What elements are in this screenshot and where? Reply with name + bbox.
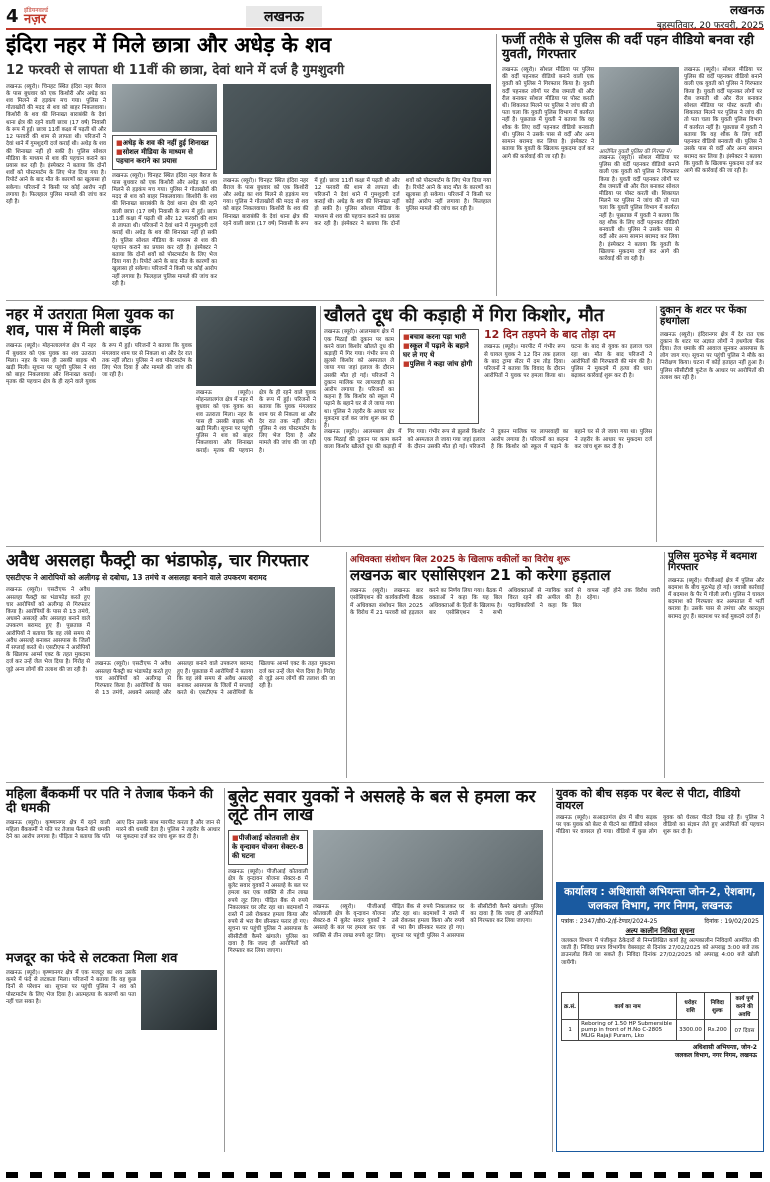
col-header: धरोहर राशि: [677, 993, 705, 1020]
table-cell: Rs.200: [704, 1020, 730, 1041]
table-row: [562, 1020, 759, 1041]
police-encounter-article: [668, 552, 764, 778]
notice-body: जलकल विभाग में पंजीकृत ठेकेदारों से निम्नलिखित कार्य हेतु अल्पकालीन निविदायें आमंत्रित की जाती हैं। निविदा प्रपत्र विभागीय वेबसाइट से दिनांक 27/02/2025 को अपराह्न 3:00 बजे तक डाउनलोड किये जा सकते हैं। निविदा दिनांक 27/02/2025 को अपराह्न 4:00 बजे खोली जायेंगी।: [561, 938, 759, 966]
milk-pan-headline: खौलते दूध की कड़ाही में गिरा किशोर, मौत: [324, 305, 605, 326]
table-cell: 1: [562, 1020, 579, 1041]
table-cell: 3300.00: [677, 1020, 705, 1041]
laborer-article: [6, 952, 220, 1152]
arms-factory-body-1: लखनऊ (ब्यूरो)। एसटीएफ ने अवैध असलहा फैक्ट्री का भंडाफोड़ करते हुए चार आरोपियों को अलीगढ़ से गिरफ्तार किया है। आरोपियों के पास से 13 तमंचे, अधबने असलहे और असलहा बनाने वाले उपकरण बरामद हुए हैं। पूछताछ में आरोपियों ने बताया कि वह लंबे समय से अवैध असलहे बनाकर आसपास के जिलों में सप्लाई करते थे। एसटीएफ ने आरोपियों के खिलाफ आर्म्स एक्ट के तहत मुकदमा दर्ज कर उन्हें जेल भेज दिया है। गिरोह से जुड़े अन्य लोगों की तलाश की जा रही है।: [6, 587, 90, 673]
lead-headline: इंदिरा नहर में मिले छात्रा और अधेड़ के शव: [6, 33, 332, 57]
fake-uniform-photo: [599, 67, 679, 145]
table-cell: 07 दिवस: [730, 1020, 758, 1041]
laborer-body: लखनऊ (ब्यूरो)। कृष्णानगर क्षेत्र में एक मजदूर का शव उसके कमरे में फंदे से लटकता मिला। परिजनों ने बताया कि वह कुछ दिनों से परेशान था। सूचना पर पहुंची पुलिस ने शव को पोस्टमार्टम के लिए भेज दिया है। आत्महत्या के कारणों का पता नहीं चल सका है।: [6, 970, 136, 1005]
twelve-days-body: लखनऊ (ब्यूरो)। मारपीट में गंभीर रूप से घायल युवक ने 12 दिन तक इलाज के बाद ट्रामा सेंटर में दम तोड़ दिया। परिजनों ने बताया कि विवाद के दौरान आरोपितों ने युवक पर हमला किया था। घटना के बाद से युवक का इलाज चल रहा था। मौत के बाद परिजनों ने आरोपितों की गिरफ्तारी की मांग की है। पुलिस ने मुकदमे में हत्या की धारा बढ़ाकर कार्रवाई शुरू कर दी है।: [484, 344, 652, 380]
fake-uniform-body-2: लखनऊ (ब्यूरो)। सोशल मीडिया पर पुलिस की वर्दी पहनकर वीडियो बनाने वाली एक युवती को पुलिस ने गिरफ्तार किया है। युवती वर्दी पहनकर लोगों पर रौब जमाती थी और रील बनाकर सोशल मीडिया पर पोस्ट करती थी। शिकायत मिलने पर पुलिस ने जांच की तो पता चला कि युवती पुलिस विभाग में कार्यरत नहीं है। पूछताछ में युवती ने बताया कि वह शौक के लिए वर्दी पहनकर वीडियो बनवाती थी। पुलिस ने उसके पास से वर्दी और अन्य सामान बरामद कर लिया है। इंस्पेक्टर ने बताया कि युवती के खिलाफ मुकदमा दर्ज कर आगे की कार्रवाई की जा रही है।: [599, 155, 679, 262]
lawyers-body: लखनऊ (ब्यूरो)। लखनऊ बार एसोसिएशन की कार्यकारिणी बैठक में अधिवक्ता संशोधन बिल 2025 के विरोध में 21 फरवरी को हड़ताल करने का निर्णय लिया गया। बैठक में वक्ताओं ने कहा कि यह बिल अधिवक्ताओं के हितों के खिलाफ है। बार एसोसिएशन ने सभी अधिवक्ताओं से न्यायिक कार्य से विरत रहने की अपील की है। पदाधिकारियों ने कहा कि बिल वापस नहीं होने तक विरोध जारी रहेगा।: [350, 588, 660, 616]
belt-beating-article: [556, 788, 764, 878]
tender-notice: [556, 882, 764, 1152]
logo: [24, 6, 78, 26]
bullet-robbery-highlight-1: ■ पीजीआई कोतवाली क्षेत्र के वृन्दावन योजना सेक्टर-8 की घटना: [232, 834, 304, 861]
milk-pan-article: [324, 306, 652, 542]
notice-title: कार्यालय : अधिशासी अभियन्ता जोन-2, ऐशबाग, जलकल विभाग, नगर निगम, लखनऊ: [557, 883, 763, 915]
section-title: लखनऊ: [246, 6, 322, 27]
canal-youth-body-2: लखनऊ (ब्यूरो)। मोहनलालगंज क्षेत्र में नहर में बुधवार को एक युवक का शव उतराता मिला। नहर के पास ही उसकी बाइक भी खड़ी मिली। सूचना पर पहुंची पुलिस ने शव को बाहर निकलवाया और शिनाख्त कराई। मृतक की पहचान क्षेत्र के ही रहने वाले युवक के रूप में हुई। परिजनों ने बताया कि युवक मंगलवार शाम घर से निकला था और देर रात तक नहीं लौटा। पुलिस ने शव पोस्टमार्टम के लिए भेज दिया है और मामले की जांच की जा रही है।: [196, 390, 316, 454]
laborer-photo: [141, 970, 217, 1030]
lead-highlight-2: ■ सोशल मीडिया के माध्यम से पहचान कराने का प्रयास: [116, 148, 213, 166]
masthead: [6, 4, 764, 30]
lead-body-col3: लखनऊ (ब्यूरो)। चिनहट स्थित इंदिरा नहर बैराज के पास बुधवार को एक किशोरी और अधेड़ का शव मिलने से हड़कंप मच गया। पुलिस ने गोताखोरों की मदद से शव को बाहर निकलवाया। किशोरी के शव की शिनाख्त बाराबंकी के देवां थाना क्षेत्र की रहने वाली छात्रा (17 वर्ष) निवासी के रूप में हुई। छात्रा 11वीं कक्षा में पढ़ती थी और 12 फरवरी की शाम से लापता थी। परिजनों ने देवां थाने में गुमशुदगी दर्ज कराई थी। अधेड़ के शव की शिनाख्त नहीं हो सकी है। पुलिस सोशल मीडिया के माध्यम से शव की पहचान कराने का प्रयास कर रही है। इंस्पेक्टर ने बताया कि दोनों शवों को पोस्टमार्टम के लिए भेज दिया गया है। रिपोर्ट आने के बाद मौत के कारणों का खुलासा हो सकेगा। परिजनों ने किसी पर कोई आरोप नहीं लगाया है। फिलहाल पुलिस मामले की जांच कर रही है।: [223, 177, 491, 227]
lead-photo-boat: [223, 84, 491, 174]
arms-factory-photo: [95, 587, 335, 657]
canal-youth-article: [6, 306, 192, 542]
arms-factory-article: [6, 552, 342, 778]
bullet-robbery-photo: [313, 830, 543, 900]
shop-shutter-headline: दुकान के शटर पर फेंका हथगोला: [660, 305, 747, 327]
notice-meta: [557, 915, 763, 927]
belt-beating-headline: युवक को बीच सड़क पर बेल्ट से पीटा, वीडियो वायरल: [556, 787, 741, 812]
lead-subhead: 12 फरवरी से लापता थी 11वीं की छात्रा, देवां थाने में दर्ज है गुमशुदगी: [6, 62, 345, 78]
shop-shutter-body: लखनऊ (ब्यूरो)। इंदिरानगर क्षेत्र में देर रात एक दुकान के शटर पर अज्ञात लोगों ने हथगोला फेंक दिया। तेज धमाके की आवाज सुनकर आसपास के लोग जाग गए। सूचना पर पहुंची पुलिस ने मौके का निरीक्षण किया। घटना में कोई हताहत नहीं हुआ है। पुलिस सीसीटीवी फुटेज के आधार पर आरोपितों की तलाश कर रही है।: [660, 331, 764, 381]
lawyers-kicker: अधिवक्ता संशोधन बिल 2025 के खिलाफ वकीलों का विरोध शुरू: [350, 555, 570, 565]
fake-uniform-headline: फर्जी तरीके से पुलिस की वर्दी पहन वीडियो बनवा रही युवती, गिरफ्तार: [502, 33, 754, 63]
fake-uniform-article: [502, 34, 764, 296]
bullet-robbery-body-2: लखनऊ (ब्यूरो)। पीजीआई कोतवाली क्षेत्र के वृन्दावन योजना सेक्टर-8 में बुलेट सवार युवकों ने असलहे के बल पर हमला कर एक व्यक्ति से तीन लाख रुपये लूट लिए। पीड़ित बैंक से रुपये निकालकर घर लौट रहा था। बदमाशों ने रास्ते में उसे रोककर हमला किया और रुपये से भरा बैग छीनकर फरार हो गए। सूचना पर पहुंची पुलिस ने आसपास के सीसीटीवी कैमरे खंगाले। पुलिस का दावा है कि जल्द ही आरोपितों को गिरफ्तार कर लिया जाएगा।: [313, 903, 543, 939]
fake-uniform-caption: आरोपित युवती पुलिस की गिरफ्त में।: [599, 149, 672, 156]
shop-shutter-article: [660, 306, 764, 542]
lawyers-article: [350, 552, 660, 778]
bullet-robbery-body-1: लखनऊ (ब्यूरो)। पीजीआई कोतवाली क्षेत्र के वृन्दावन योजना सेक्टर-8 में बुलेट सवार युवकों ने असलहे के बल पर हमला कर एक व्यक्ति से तीन लाख रुपये लूट लिए। पीड़ित बैंक से रुपये निकालकर घर लौट रहा था। बदमाशों ने रास्ते में उसे रोककर हमला किया और रुपये से भरा बैग छीनकर फरार हो गए। सूचना पर पहुंची पुलिस ने आसपास के सीसीटीवी कैमरे खंगाले। पुलिस का दावा है कि जल्द ही आरोपितों को गिरफ्तार कर लिया जाएगा।: [228, 868, 308, 954]
page-number: 4: [6, 5, 19, 27]
fake-uniform-body-1: लखनऊ (ब्यूरो)। सोशल मीडिया पर पुलिस की वर्दी पहनकर वीडियो बनाने वाली एक युवती को पुलिस ने गिरफ्तार किया है। युवती वर्दी पहनकर लोगों पर रौब जमाती थी और रील बनाकर सोशल मीडिया पर पोस्ट करती थी। शिकायत मिलने पर पुलिस ने जांच की तो पता चला कि युवती पुलिस विभाग में कार्यरत नहीं है। पूछताछ में युवती ने बताया कि वह शौक के लिए वर्दी पहनकर वीडियो बनवाती थी। पुलिस ने उसके पास से वर्दी और अन्य सामान बरामद कर लिया है। इंस्पेक्टर ने बताया कि युवती के खिलाफ मुकदमा दर्ज कर आगे की कार्रवाई की जा रही है।: [502, 67, 594, 160]
milk-pan-highlight-1: ■ बचाव करना पड़ा भारी: [403, 333, 475, 342]
notice-ref: पत्रांक : 2347/डी0-2/ई-टेण्डर/2024-25: [561, 918, 658, 925]
notice-signature: [557, 1041, 763, 1063]
lead-highlight-1: ■ अधेड़ के शव की नहीं हुई शिनाख्त: [116, 139, 213, 148]
bullet-robbery-highlights: [228, 830, 308, 865]
milk-pan-highlights: [399, 329, 479, 424]
tender-table-header: [562, 993, 759, 1020]
bullet-robbery-headline: बुलेट सवार युवकों ने असलहे के बल से हमला कर लूटे तीन लाख: [228, 787, 536, 826]
canal-youth-body: लखनऊ (ब्यूरो)। मोहनलालगंज क्षेत्र में नहर में बुधवार को एक युवक का शव उतराता मिला। नहर के पास ही उसकी बाइक भी खड़ी मिली। सूचना पर पहुंची पुलिस ने शव को बाहर निकलवाया और शिनाख्त कराई। मृतक की पहचान क्षेत्र के ही रहने वाले युवक के रूप में हुई। परिजनों ने बताया कि युवक मंगलवार शाम घर से निकला था और देर रात तक नहीं लौटा। पुलिस ने शव पोस्टमार्टम के लिए भेज दिया है और मामले की जांच की जा रही है।: [6, 343, 192, 386]
table-cell: Reboring of 1.50 HP Submersible pump in front of H.No C-2805 MLIG Rajaji Puram, Lko: [579, 1020, 677, 1041]
col-header: कार्य का नाम: [579, 993, 677, 1020]
col-header: निविदा शुल्क: [704, 993, 730, 1020]
logo-name: नज़र: [24, 12, 47, 27]
canal-youth-headline: नहर में उतराता मिला युवक का शव, पास में मिली बाइक: [6, 305, 174, 340]
lead-body-col2: लखनऊ (ब्यूरो)। चिनहट स्थित इंदिरा नहर बैराज के पास बुधवार को एक किशोरी और अधेड़ का शव मिलने से हड़कंप मच गया। पुलिस ने गोताखोरों की मदद से शव को बाहर निकलवाया। किशोरी के शव की शिनाख्त बाराबंकी के देवां थाना क्षेत्र की रहने वाली छात्रा (17 वर्ष) निवासी के रूप में हुई। छात्रा 11वीं कक्षा में पढ़ती थी और 12 फरवरी की शाम से लापता थी। परिजनों ने देवां थाने में गुमशुदगी दर्ज कराई थी। अधेड़ के शव की शिनाख्त नहीं हो सकी है। पुलिस सोशल मीडिया के माध्यम से शव की पहचान कराने का प्रयास कर रही है। इंस्पेक्टर ने बताया कि दोनों शवों को पोस्टमार्टम के लिए भेज दिया गया है। रिपोर्ट आने के बाद मौत के कारणों का खुलासा हो सकेगा। परिजनों ने किसी पर कोई आरोप नहीं लगाया है। फिलहाल पुलिस मामले की जांच कर रही है।: [112, 172, 217, 287]
twelve-days-headline: 12 दिन तड़पने के बाद तोड़ा दम: [484, 328, 616, 342]
edition-info: [657, 1, 764, 31]
acid-threat-headline: महिला बैंककर्मी पर पति ने तेजाब फेंकने की दी धमकी: [6, 787, 213, 817]
col-header: क्र.सं.: [562, 993, 579, 1020]
notice-sign-2: जलकल विभाग, नगर निगम, लखनऊ: [674, 1052, 757, 1059]
lawyers-headline: लखनऊ बार एसोसिएशन 21 को करेगा हड़ताल: [350, 566, 611, 584]
bullet-robbery-article: [228, 788, 548, 1152]
notice-sign-1: अधिशासी अभियन्ता, जोन-2: [692, 1044, 757, 1051]
edition-city: लखनऊ: [729, 3, 764, 17]
lead-article: [6, 34, 492, 296]
edition-date: बृहस्पतिवार, 20 फरवरी, 2025: [656, 21, 764, 31]
logo-tagline: इंडियनवर्ल्ड: [24, 7, 49, 14]
tender-table: [561, 992, 759, 1041]
arms-factory-headline: अवैध असलहा फैक्ट्री का भंडाफोड़, चार गिरफ्तार: [6, 551, 309, 571]
police-encounter-headline: पुलिस मुठभेड़ में बदमाश गिरफ्तार: [668, 551, 757, 573]
acid-threat-article: [6, 788, 220, 948]
lead-highlights: [112, 135, 217, 170]
notice-date: दिनांक : 19/02/2025: [704, 918, 759, 925]
lead-photo-small: [112, 84, 217, 132]
lead-body-col1: लखनऊ (ब्यूरो)। चिनहट स्थित इंदिरा नहर बैराज के पास बुधवार को एक किशोरी और अधेड़ का शव मिलने से हड़कंप मच गया। पुलिस ने गोताखोरों की मदद से शव को बाहर निकलवाया। किशोरी के शव की शिनाख्त बाराबंकी के देवां थाना क्षेत्र की रहने वाली छात्रा (17 वर्ष) निवासी के रूप में हुई। छात्रा 11वीं कक्षा में पढ़ती थी और 12 फरवरी की शाम से लापता थी। परिजनों ने देवां थाने में गुमशुदगी दर्ज कराई थी। अधेड़ के शव की शिनाख्त नहीं हो सकी है। पुलिस सोशल मीडिया के माध्यम से शव की पहचान कराने का प्रयास कर रही है। इंस्पेक्टर ने बताया कि दोनों शवों को पोस्टमार्टम के लिए भेज दिया गया है। रिपोर्ट आने के बाद मौत के कारणों का खुलासा हो सकेगा। परिजनों ने किसी पर कोई आरोप नहीं लगाया है। फिलहाल पुलिस मामले की जांच कर रही है।: [6, 83, 106, 205]
belt-beating-body: लखनऊ (ब्यूरो)। सआदतगंज क्षेत्र में बीच सड़क पर एक युवक को बेल्ट से पीटने का वीडियो सोशल मीडिया पर वायरल हो गया। वीडियो में कुछ लोग युवक को घेरकर पीटते दिख रहे हैं। पुलिस ने वीडियो का संज्ञान लेते हुए आरोपितों की पहचान शुरू कर दी है।: [556, 814, 764, 836]
color-registration-bar: [6, 1172, 764, 1178]
canal-youth-photo-col: [196, 306, 316, 542]
acid-threat-body: लखनऊ (ब्यूरो)। कृष्णानगर क्षेत्र में रहने वाली महिला बैंककर्मी ने पति पर तेजाब फेंकने की धमकी देने का आरोप लगाया है। पीड़िता ने बताया कि पति आए दिन उसके साथ मारपीट करता है और जान से मारने की धमकी देता है। पुलिस ने तहरीर के आधार पर मुकदमा दर्ज कर जांच शुरू कर दी है।: [6, 820, 220, 841]
fake-uniform-body-3: लखनऊ (ब्यूरो)। सोशल मीडिया पर पुलिस की वर्दी पहनकर वीडियो बनाने वाली एक युवती को पुलिस ने गिरफ्तार किया है। युवती वर्दी पहनकर लोगों पर रौब जमाती थी और रील बनाकर सोशल मीडिया पर पोस्ट करती थी। शिकायत मिलने पर पुलिस ने जांच की तो पता चला कि युवती पुलिस विभाग में कार्यरत नहीं है। पूछताछ में युवती ने बताया कि वह शौक के लिए वर्दी पहनकर वीडियो बनवाती थी। पुलिस ने उसके पास से वर्दी और अन्य सामान बरामद कर लिया है। इंस्पेक्टर ने बताया कि युवती के खिलाफ मुकदमा दर्ज कर आगे की कार्रवाई की जा रही है।: [684, 67, 762, 174]
milk-pan-highlight-2: ■ स्कूल में पढ़ाने के बहाने घर ले गए थे: [403, 342, 475, 360]
police-encounter-body: लखनऊ (ब्यूरो)। पीजीआई क्षेत्र में पुलिस और बदमाश के बीच मुठभेड़ हो गई। जवाबी कार्रवाई में बदमाश के पैर में गोली लगी। पुलिस ने घायल बदमाश को गिरफ्तार कर अस्पताल में भर्ती कराया है। उसके पास से तमंचा और कारतूस बरामद हुए हैं। बदमाश पर कई मुकदमे दर्ज हैं।: [668, 577, 764, 620]
col-header: कार्य पूर्ण करने की अवधि: [730, 993, 758, 1020]
milk-pan-body-2: लखनऊ (ब्यूरो)। आलमबाग क्षेत्र में एक मिठाई की दुकान पर काम करने वाला किशोर खौलते दूध की कड़ाही में गिर गया। गंभीर रूप से झुलसे किशोर को अस्पताल ले जाया गया जहां इलाज के दौरान उसकी मौत हो गई। परिजनों ने दुकान मालिक पर लापरवाही का आरोप लगाया है। परिजनों का कहना है कि किशोर को स्कूल में पढ़ाने के बहाने घर से ले जाया गया था। पुलिस ने तहरीर के आधार पर मुकदमा दर्ज कर जांच शुरू कर दी है।: [324, 429, 652, 450]
milk-pan-highlight-3: ■ पुलिस ने कहा जांच होगी: [403, 360, 475, 369]
canal-youth-photo: [196, 306, 316, 386]
notice-heading: अल्प कालीन निविदा सूचना: [625, 927, 695, 935]
arms-factory-body-2: लखनऊ (ब्यूरो)। एसटीएफ ने अवैध असलहा फैक्ट्री का भंडाफोड़ करते हुए चार आरोपियों को अलीगढ़ से गिरफ्तार किया है। आरोपियों के पास से 13 तमंचे, अधबने असलहे और असलहा बनाने वाले उपकरण बरामद हुए हैं। पूछताछ में आरोपियों ने बताया कि वह लंबे समय से अवैध असलहे बनाकर आसपास के जिलों में सप्लाई करते थे। एसटीएफ ने आरोपियों के खिलाफ आर्म्स एक्ट के तहत मुकदमा दर्ज कर उन्हें जेल भेज दिया है। गिरोह से जुड़े अन्य लोगों की तलाश की जा रही है।: [95, 661, 335, 697]
laborer-headline: मजदूर का फंदे से लटकता मिला शव: [6, 951, 178, 966]
milk-pan-body-1: लखनऊ (ब्यूरो)। आलमबाग क्षेत्र में एक मिठाई की दुकान पर काम करने वाला किशोर खौलते दूध की कड़ाही में गिर गया। गंभीर रूप से झुलसे किशोर को अस्पताल ले जाया गया जहां इलाज के दौरान उसकी मौत हो गई। परिजनों ने दुकान मालिक पर लापरवाही का आरोप लगाया है। परिजनों का कहना है कि किशोर को स्कूल में पढ़ाने के बहाने घर से ले जाया गया था। पुलिस ने तहरीर के आधार पर मुकदमा दर्ज कर जांच शुरू कर दी है।: [324, 329, 394, 430]
arms-factory-subhead: एसटीएफ ने आरोपियों को अलीगढ़ से दबोचा, 13 तमंचे व असलहा बनाने वाले उपकरण बरामद: [6, 573, 267, 583]
